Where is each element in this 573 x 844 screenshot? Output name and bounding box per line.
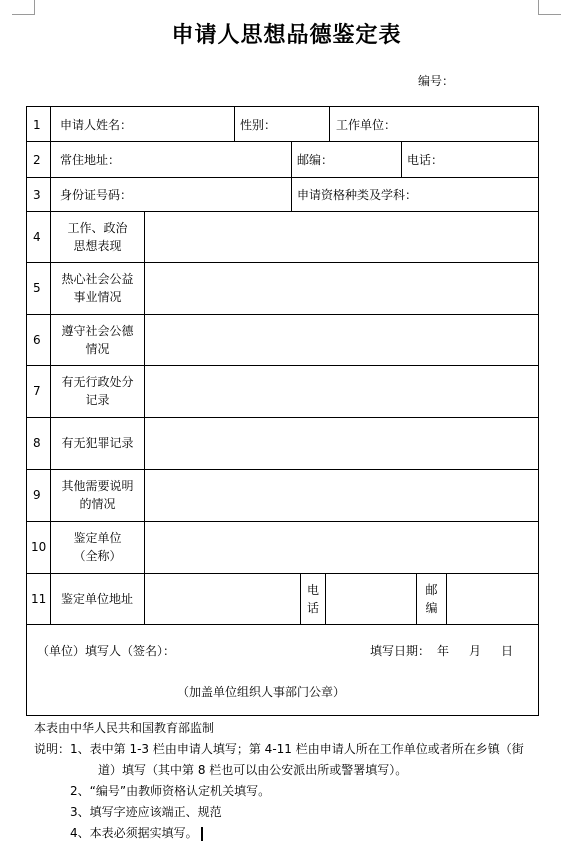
row-divider [27, 573, 538, 574]
supervision-note: 本表由中华人民共和国教育部监制 [34, 721, 215, 735]
filler-signature-label: （单位）填写人（签名）： [37, 644, 176, 658]
note-4: 4、本表必须据实填写。 [70, 826, 198, 840]
label-line: 思想表现 [73, 239, 122, 253]
official-seal-note: （加盖单位组织人事部门公章） [177, 685, 346, 699]
social-ethics-label [51, 322, 144, 358]
cell-divider [291, 141, 292, 177]
label-line: 热心社会公益 [61, 272, 134, 286]
note-4-line [34, 823, 524, 844]
cell-divider [291, 177, 292, 211]
public-welfare-label [51, 270, 144, 306]
label-line: 有无犯罪记录 [61, 436, 134, 450]
cell-divider [325, 573, 326, 624]
label-column-divider [144, 211, 145, 624]
row-number: 1 [33, 118, 41, 132]
label-line: 情况 [85, 342, 110, 356]
day-label: 日 [501, 644, 514, 658]
appraisal-unit-label [51, 529, 144, 565]
postcode-label: 邮编： [297, 153, 334, 167]
row-divider [27, 141, 538, 142]
row-divider [27, 211, 538, 212]
label-line: 电 [306, 583, 319, 597]
row-divider [27, 521, 538, 522]
label-line: 鉴定单位 [73, 531, 122, 545]
month-label: 月 [469, 644, 482, 658]
label-line: 有无行政处分 [61, 375, 134, 389]
political-performance-label [51, 219, 144, 255]
instructions-block [34, 718, 524, 844]
note-2: 2、“编号”由教师资格认定机关填写。 [70, 784, 271, 798]
administrative-penalty-label [51, 373, 144, 409]
label-line: 编 [425, 601, 438, 615]
row-divider [27, 314, 538, 315]
row-number: 4 [33, 230, 41, 244]
unit-phone-label [301, 581, 325, 617]
note-3: 3、填写字迹应该端正、规范 [70, 805, 222, 819]
fill-date-label: 填写日期： [370, 644, 431, 658]
label-line: 工作、政治 [67, 221, 128, 235]
row-divider [27, 177, 538, 178]
cell-divider [446, 573, 447, 624]
applicant-name-label: 申请人姓名： [60, 118, 133, 132]
gender-label: 性别： [240, 118, 277, 132]
row-divider [27, 417, 538, 418]
row-number: 9 [33, 488, 41, 502]
cell-divider [401, 141, 402, 177]
employer-label: 工作单位： [336, 118, 397, 132]
label-line: 记录 [85, 393, 110, 407]
serial-number-label: 编号： [418, 74, 455, 88]
label-line: （全称） [73, 549, 122, 563]
appraisal-unit-address-label: 鉴定单位地址 [61, 592, 134, 606]
page-corner-mark-left [12, 0, 35, 15]
row-number: 6 [33, 333, 41, 347]
label-line: 话 [306, 601, 319, 615]
page-title: 申请人思想品德鉴定表 [171, 22, 402, 48]
label-line: 的情况 [79, 497, 116, 511]
year-label: 年 [437, 644, 450, 658]
row-number: 7 [33, 384, 41, 398]
criminal-record-label [51, 434, 144, 452]
row-number: 10 [31, 540, 47, 554]
row-number: 8 [33, 436, 41, 450]
note-1-continued: 道）填写（其中第 8 栏也可以由公安派出所或警署填写）。 [98, 763, 408, 777]
row-divider [27, 469, 538, 470]
row-number: 11 [31, 592, 47, 606]
cell-divider [234, 107, 235, 141]
label-line: 遵守社会公德 [61, 324, 134, 338]
appraisal-form-table [26, 106, 539, 716]
note-1: 说明：1、表中第 1-3 栏由申请人填写；第 4-11 栏由申请人所在工作单位或者所在乡镇（街 [34, 742, 524, 756]
label-line: 其他需要说明 [61, 479, 134, 493]
row-divider [27, 262, 538, 263]
row-number: 3 [33, 188, 41, 202]
other-notes-label [51, 477, 144, 513]
cell-divider [329, 107, 330, 141]
phone-label: 电话： [407, 153, 444, 167]
row-divider [27, 624, 538, 625]
row-divider [27, 365, 538, 366]
label-line: 事业情况 [73, 290, 122, 304]
unit-postcode-label [417, 581, 446, 617]
label-line: 邮 [425, 583, 438, 597]
page-corner-mark-right [538, 0, 561, 15]
row-number: 5 [33, 281, 41, 295]
row-number: 2 [33, 153, 41, 167]
id-number-label: 身份证号码： [60, 188, 133, 202]
qualification-label: 申请资格种类及学科： [297, 188, 418, 202]
text-cursor [201, 827, 203, 841]
address-label: 常住地址： [60, 153, 121, 167]
